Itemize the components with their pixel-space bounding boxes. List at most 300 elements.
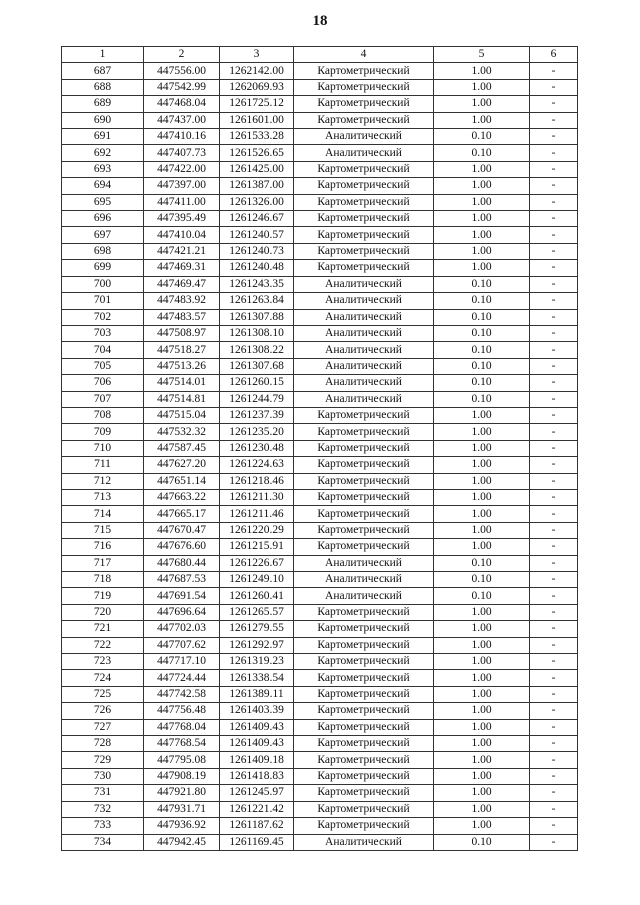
point-number-cell: 695 [62, 194, 144, 210]
note-cell: - [530, 63, 578, 79]
point-number-cell: 708 [62, 407, 144, 423]
x-coordinate-cell: 447410.04 [144, 227, 220, 243]
note-cell: - [530, 637, 578, 653]
table-row [62, 391, 578, 407]
y-coordinate-cell: 1261240.57 [220, 227, 294, 243]
note-cell: - [530, 358, 578, 374]
y-coordinate-cell: 1261221.42 [220, 801, 294, 817]
method-cell: Картометрический [294, 260, 434, 276]
x-coordinate-cell: 447468.04 [144, 96, 220, 112]
table-row [62, 440, 578, 456]
y-coordinate-cell: 1261418.83 [220, 768, 294, 784]
point-number-cell: 710 [62, 440, 144, 456]
point-number-cell: 729 [62, 752, 144, 768]
y-coordinate-cell: 1261389.11 [220, 686, 294, 702]
method-cell: Картометрический [294, 96, 434, 112]
column-header: 2 [144, 47, 220, 63]
method-cell: Аналитический [294, 391, 434, 407]
y-coordinate-cell: 1261230.48 [220, 440, 294, 456]
method-cell: Аналитический [294, 293, 434, 309]
note-cell: - [530, 325, 578, 341]
accuracy-cell: 0.10 [434, 276, 530, 292]
note-cell: - [530, 703, 578, 719]
table-header-row [62, 47, 578, 63]
accuracy-cell: 1.00 [434, 621, 530, 637]
x-coordinate-cell: 447942.45 [144, 834, 220, 850]
x-coordinate-cell: 447422.00 [144, 161, 220, 177]
accuracy-cell: 0.10 [434, 391, 530, 407]
table-row [62, 79, 578, 95]
table-row [62, 703, 578, 719]
accuracy-cell: 0.10 [434, 555, 530, 571]
accuracy-cell: 1.00 [434, 637, 530, 653]
accuracy-cell: 1.00 [434, 260, 530, 276]
x-coordinate-cell: 447680.44 [144, 555, 220, 571]
method-cell: Картометрический [294, 654, 434, 670]
table-row [62, 506, 578, 522]
x-coordinate-cell: 447651.14 [144, 473, 220, 489]
point-number-cell: 687 [62, 63, 144, 79]
point-number-cell: 718 [62, 572, 144, 588]
note-cell: - [530, 621, 578, 637]
point-number-cell: 706 [62, 375, 144, 391]
x-coordinate-cell: 447931.71 [144, 801, 220, 817]
point-number-cell: 688 [62, 79, 144, 95]
y-coordinate-cell: 1261292.97 [220, 637, 294, 653]
accuracy-cell: 1.00 [434, 424, 530, 440]
x-coordinate-cell: 447676.60 [144, 539, 220, 555]
x-coordinate-cell: 447665.17 [144, 506, 220, 522]
y-coordinate-cell: 1261220.29 [220, 522, 294, 538]
y-coordinate-cell: 1261725.12 [220, 96, 294, 112]
accuracy-cell: 1.00 [434, 194, 530, 210]
table-row [62, 129, 578, 145]
accuracy-cell: 1.00 [434, 785, 530, 801]
y-coordinate-cell: 1261240.73 [220, 243, 294, 259]
note-cell: - [530, 391, 578, 407]
y-coordinate-cell: 1261338.54 [220, 670, 294, 686]
point-number-cell: 715 [62, 522, 144, 538]
page-number: 18 [312, 13, 328, 29]
table-row [62, 801, 578, 817]
point-number-cell: 716 [62, 539, 144, 555]
accuracy-cell: 1.00 [434, 211, 530, 227]
y-coordinate-cell: 1261244.79 [220, 391, 294, 407]
point-number-cell: 713 [62, 489, 144, 505]
point-number-cell: 702 [62, 309, 144, 325]
x-coordinate-cell: 447556.00 [144, 63, 220, 79]
note-cell: - [530, 227, 578, 243]
y-coordinate-cell: 1261226.67 [220, 555, 294, 571]
accuracy-cell: 1.00 [434, 522, 530, 538]
x-coordinate-cell: 447707.62 [144, 637, 220, 653]
note-cell: - [530, 129, 578, 145]
method-cell: Картометрический [294, 621, 434, 637]
point-number-cell: 693 [62, 161, 144, 177]
accuracy-cell: 1.00 [434, 539, 530, 555]
x-coordinate-cell: 447921.80 [144, 785, 220, 801]
x-coordinate-cell: 447508.97 [144, 325, 220, 341]
accuracy-cell: 0.10 [434, 834, 530, 850]
x-coordinate-cell: 447483.57 [144, 309, 220, 325]
accuracy-cell: 1.00 [434, 719, 530, 735]
x-coordinate-cell: 447514.01 [144, 375, 220, 391]
note-cell: - [530, 686, 578, 702]
note-cell: - [530, 473, 578, 489]
accuracy-cell: 1.00 [434, 703, 530, 719]
point-number-cell: 728 [62, 736, 144, 752]
table-row [62, 342, 578, 358]
point-number-cell: 707 [62, 391, 144, 407]
table-row [62, 555, 578, 571]
method-cell: Картометрический [294, 424, 434, 440]
method-cell: Картометрический [294, 79, 434, 95]
method-cell: Картометрический [294, 801, 434, 817]
point-number-cell: 694 [62, 178, 144, 194]
y-coordinate-cell: 1261279.55 [220, 621, 294, 637]
x-coordinate-cell: 447670.47 [144, 522, 220, 538]
method-cell: Аналитический [294, 572, 434, 588]
method-cell: Картометрический [294, 457, 434, 473]
method-cell: Картометрический [294, 752, 434, 768]
table-row [62, 572, 578, 588]
accuracy-cell: 1.00 [434, 752, 530, 768]
method-cell: Картометрический [294, 637, 434, 653]
table-row [62, 736, 578, 752]
table-row [62, 407, 578, 423]
y-coordinate-cell: 1261246.67 [220, 211, 294, 227]
note-cell: - [530, 342, 578, 358]
method-cell: Картометрический [294, 506, 434, 522]
note-cell: - [530, 178, 578, 194]
table-row [62, 457, 578, 473]
table-row [62, 522, 578, 538]
point-number-cell: 700 [62, 276, 144, 292]
x-coordinate-cell: 447515.04 [144, 407, 220, 423]
table-row [62, 260, 578, 276]
y-coordinate-cell: 1261187.62 [220, 818, 294, 834]
note-cell: - [530, 243, 578, 259]
method-cell: Картометрический [294, 522, 434, 538]
y-coordinate-cell: 1261260.15 [220, 375, 294, 391]
x-coordinate-cell: 447687.53 [144, 572, 220, 588]
table-row [62, 325, 578, 341]
method-cell: Аналитический [294, 375, 434, 391]
method-cell: Аналитический [294, 309, 434, 325]
column-header: 5 [434, 47, 530, 63]
y-coordinate-cell: 1261215.91 [220, 539, 294, 555]
method-cell: Картометрический [294, 243, 434, 259]
method-cell: Картометрический [294, 818, 434, 834]
note-cell: - [530, 604, 578, 620]
point-number-cell: 724 [62, 670, 144, 686]
accuracy-cell: 1.00 [434, 79, 530, 95]
note-cell: - [530, 79, 578, 95]
method-cell: Картометрический [294, 736, 434, 752]
x-coordinate-cell: 447410.16 [144, 129, 220, 145]
method-cell: Картометрический [294, 489, 434, 505]
note-cell: - [530, 834, 578, 850]
y-coordinate-cell: 1261211.46 [220, 506, 294, 522]
point-number-cell: 733 [62, 818, 144, 834]
table-row [62, 178, 578, 194]
point-number-cell: 691 [62, 129, 144, 145]
x-coordinate-cell: 447469.47 [144, 276, 220, 292]
accuracy-cell: 0.10 [434, 588, 530, 604]
table-row [62, 818, 578, 834]
y-coordinate-cell: 1261263.84 [220, 293, 294, 309]
table-row [62, 375, 578, 391]
accuracy-cell: 0.10 [434, 358, 530, 374]
x-coordinate-cell: 447514.81 [144, 391, 220, 407]
note-cell: - [530, 785, 578, 801]
table-row [62, 752, 578, 768]
y-coordinate-cell: 1261237.39 [220, 407, 294, 423]
y-coordinate-cell: 1261260.41 [220, 588, 294, 604]
x-coordinate-cell: 447756.48 [144, 703, 220, 719]
y-coordinate-cell: 1261387.00 [220, 178, 294, 194]
point-number-cell: 734 [62, 834, 144, 850]
note-cell: - [530, 145, 578, 161]
y-coordinate-cell: 1261526.65 [220, 145, 294, 161]
note-cell: - [530, 801, 578, 817]
note-cell: - [530, 407, 578, 423]
x-coordinate-cell: 447437.00 [144, 112, 220, 128]
table-row [62, 293, 578, 309]
x-coordinate-cell: 447691.54 [144, 588, 220, 604]
column-header: 1 [62, 47, 144, 63]
y-coordinate-cell: 1261308.22 [220, 342, 294, 358]
note-cell: - [530, 260, 578, 276]
y-coordinate-cell: 1262069.93 [220, 79, 294, 95]
table-row [62, 834, 578, 850]
y-coordinate-cell: 1261307.88 [220, 309, 294, 325]
point-number-cell: 711 [62, 457, 144, 473]
table-row [62, 621, 578, 637]
y-coordinate-cell: 1261326.00 [220, 194, 294, 210]
y-coordinate-cell: 1261249.10 [220, 572, 294, 588]
x-coordinate-cell: 447587.45 [144, 440, 220, 456]
accuracy-cell: 1.00 [434, 768, 530, 784]
note-cell: - [530, 818, 578, 834]
y-coordinate-cell: 1261308.10 [220, 325, 294, 341]
accuracy-cell: 1.00 [434, 243, 530, 259]
table-row [62, 211, 578, 227]
accuracy-cell: 0.10 [434, 129, 530, 145]
method-cell: Аналитический [294, 834, 434, 850]
point-number-cell: 726 [62, 703, 144, 719]
method-cell: Картометрический [294, 604, 434, 620]
column-header: 4 [294, 47, 434, 63]
point-number-cell: 721 [62, 621, 144, 637]
x-coordinate-cell: 447407.73 [144, 145, 220, 161]
table-row [62, 719, 578, 735]
method-cell: Картометрический [294, 686, 434, 702]
accuracy-cell: 1.00 [434, 654, 530, 670]
accuracy-cell: 0.10 [434, 342, 530, 358]
y-coordinate-cell: 1261243.35 [220, 276, 294, 292]
x-coordinate-cell: 447908.19 [144, 768, 220, 784]
point-number-cell: 725 [62, 686, 144, 702]
method-cell: Аналитический [294, 588, 434, 604]
point-number-cell: 701 [62, 293, 144, 309]
note-cell: - [530, 489, 578, 505]
table-row [62, 194, 578, 210]
x-coordinate-cell: 447397.00 [144, 178, 220, 194]
note-cell: - [530, 654, 578, 670]
accuracy-cell: 0.10 [434, 572, 530, 588]
method-cell: Картометрический [294, 473, 434, 489]
y-coordinate-cell: 1261218.46 [220, 473, 294, 489]
x-coordinate-cell: 447717.10 [144, 654, 220, 670]
method-cell: Картометрический [294, 112, 434, 128]
point-number-cell: 697 [62, 227, 144, 243]
accuracy-cell: 1.00 [434, 63, 530, 79]
table-row [62, 161, 578, 177]
x-coordinate-cell: 447411.00 [144, 194, 220, 210]
accuracy-cell: 1.00 [434, 473, 530, 489]
x-coordinate-cell: 447627.20 [144, 457, 220, 473]
coordinates-table [61, 46, 578, 851]
note-cell: - [530, 161, 578, 177]
y-coordinate-cell: 1262142.00 [220, 63, 294, 79]
method-cell: Картометрический [294, 194, 434, 210]
table-row [62, 489, 578, 505]
method-cell: Аналитический [294, 358, 434, 374]
table-row [62, 227, 578, 243]
note-cell: - [530, 440, 578, 456]
table-row [62, 309, 578, 325]
table-row [62, 145, 578, 161]
note-cell: - [530, 555, 578, 571]
column-header: 6 [530, 47, 578, 63]
point-number-cell: 723 [62, 654, 144, 670]
point-number-cell: 698 [62, 243, 144, 259]
note-cell: - [530, 670, 578, 686]
point-number-cell: 703 [62, 325, 144, 341]
y-coordinate-cell: 1261409.43 [220, 719, 294, 735]
accuracy-cell: 1.00 [434, 604, 530, 620]
note-cell: - [530, 736, 578, 752]
point-number-cell: 732 [62, 801, 144, 817]
y-coordinate-cell: 1261169.45 [220, 834, 294, 850]
point-number-cell: 722 [62, 637, 144, 653]
x-coordinate-cell: 447513.26 [144, 358, 220, 374]
x-coordinate-cell: 447702.03 [144, 621, 220, 637]
table-row [62, 424, 578, 440]
point-number-cell: 696 [62, 211, 144, 227]
table-row [62, 243, 578, 259]
table-row [62, 588, 578, 604]
y-coordinate-cell: 1261240.48 [220, 260, 294, 276]
x-coordinate-cell: 447742.58 [144, 686, 220, 702]
x-coordinate-cell: 447795.08 [144, 752, 220, 768]
method-cell: Картометрический [294, 670, 434, 686]
accuracy-cell: 1.00 [434, 96, 530, 112]
x-coordinate-cell: 447663.22 [144, 489, 220, 505]
y-coordinate-cell: 1261211.30 [220, 489, 294, 505]
method-cell: Аналитический [294, 129, 434, 145]
table-row [62, 539, 578, 555]
method-cell: Картометрический [294, 719, 434, 735]
table-row [62, 670, 578, 686]
accuracy-cell: 1.00 [434, 161, 530, 177]
note-cell: - [530, 522, 578, 538]
table-row [62, 654, 578, 670]
note-cell: - [530, 96, 578, 112]
accuracy-cell: 0.10 [434, 375, 530, 391]
point-number-cell: 727 [62, 719, 144, 735]
note-cell: - [530, 752, 578, 768]
accuracy-cell: 1.00 [434, 489, 530, 505]
method-cell: Картометрический [294, 440, 434, 456]
method-cell: Картометрический [294, 407, 434, 423]
x-coordinate-cell: 447724.44 [144, 670, 220, 686]
accuracy-cell: 1.00 [434, 407, 530, 423]
accuracy-cell: 1.00 [434, 178, 530, 194]
x-coordinate-cell: 447768.04 [144, 719, 220, 735]
method-cell: Картометрический [294, 768, 434, 784]
note-cell: - [530, 293, 578, 309]
accuracy-cell: 1.00 [434, 670, 530, 686]
method-cell: Картометрический [294, 211, 434, 227]
note-cell: - [530, 457, 578, 473]
method-cell: Картометрический [294, 539, 434, 555]
table-row [62, 96, 578, 112]
note-cell: - [530, 194, 578, 210]
accuracy-cell: 1.00 [434, 440, 530, 456]
column-header: 3 [220, 47, 294, 63]
x-coordinate-cell: 447768.54 [144, 736, 220, 752]
y-coordinate-cell: 1261224.63 [220, 457, 294, 473]
accuracy-cell: 0.10 [434, 145, 530, 161]
table-row [62, 686, 578, 702]
point-number-cell: 704 [62, 342, 144, 358]
table-row [62, 63, 578, 79]
table-row [62, 358, 578, 374]
note-cell: - [530, 309, 578, 325]
x-coordinate-cell: 447696.64 [144, 604, 220, 620]
x-coordinate-cell: 447532.32 [144, 424, 220, 440]
method-cell: Картометрический [294, 703, 434, 719]
accuracy-cell: 1.00 [434, 686, 530, 702]
table-row [62, 473, 578, 489]
x-coordinate-cell: 447469.31 [144, 260, 220, 276]
note-cell: - [530, 112, 578, 128]
table-row [62, 637, 578, 653]
x-coordinate-cell: 447936.92 [144, 818, 220, 834]
point-number-cell: 705 [62, 358, 144, 374]
note-cell: - [530, 719, 578, 735]
x-coordinate-cell: 447421.21 [144, 243, 220, 259]
point-number-cell: 720 [62, 604, 144, 620]
method-cell: Картометрический [294, 161, 434, 177]
method-cell: Картометрический [294, 785, 434, 801]
method-cell: Аналитический [294, 145, 434, 161]
accuracy-cell: 1.00 [434, 818, 530, 834]
table-row [62, 276, 578, 292]
point-number-cell: 712 [62, 473, 144, 489]
accuracy-cell: 0.10 [434, 293, 530, 309]
table-row [62, 112, 578, 128]
note-cell: - [530, 211, 578, 227]
table-row [62, 785, 578, 801]
method-cell: Аналитический [294, 276, 434, 292]
point-number-cell: 709 [62, 424, 144, 440]
method-cell: Аналитический [294, 325, 434, 341]
table-body [62, 63, 578, 851]
x-coordinate-cell: 447483.92 [144, 293, 220, 309]
